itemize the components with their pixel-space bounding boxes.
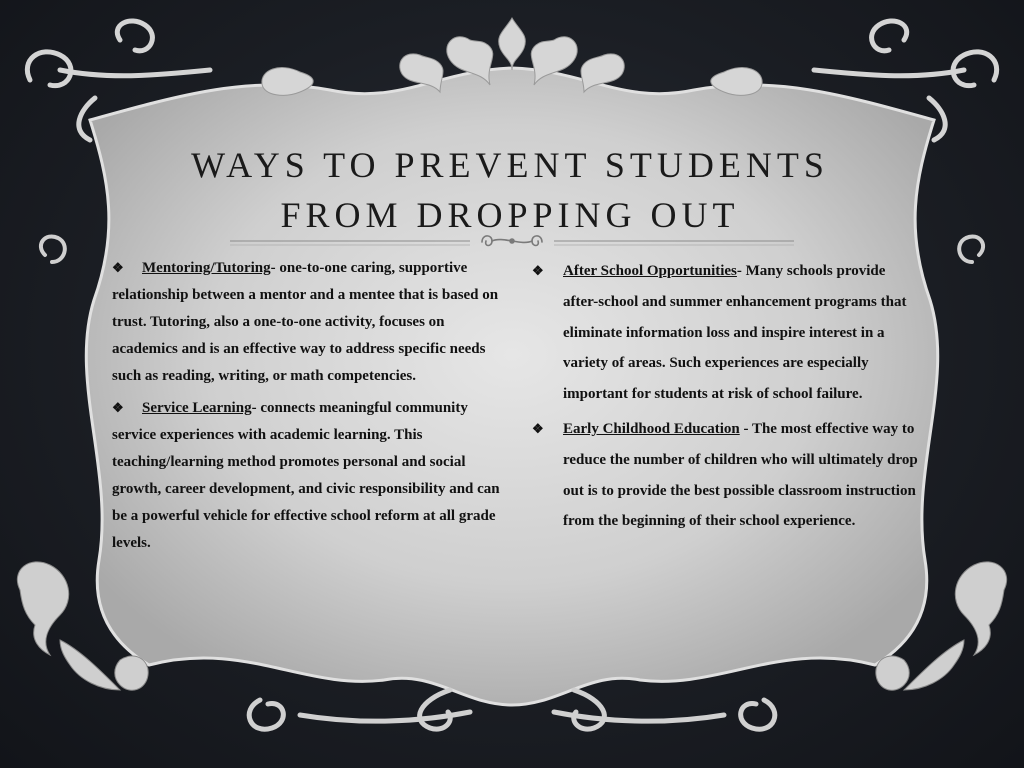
- item-text: - Many schools provide after-school and summer enhancement programs that eliminate information loss and inspire interest in a variety of areas. Such experiences are especially important for students at risk of school failure.: [563, 263, 907, 403]
- list-item: [532, 256, 924, 410]
- item-text: - connects meaningful community service experiences with academic learning. This teaching/learning method promotes personal and social growth, career development, and civic responsibility and can be a powerful vehicle for effective school reform at all grade levels.: [112, 400, 500, 551]
- slide-title: [110, 140, 910, 240]
- item-term: Early Childhood Education: [563, 420, 740, 437]
- item-text: - one-to-one caring, supportive relationship between a mentor and a mentee that is based on trust. Tutoring, also a one-to-one activity, focuses on academics and is an effective way to address specific needs such as reading, writing, or math competencies.: [112, 260, 499, 384]
- diamond-bullet-icon: ❖: [532, 420, 544, 436]
- left-column: [112, 254, 510, 561]
- item-text: - The most effective way to reduce the number of children who will ultimately drop out is to provide the best possible classroom instruction from the beginning of their school experience.: [563, 420, 918, 530]
- title-line-1: WAYS TO PREVENT STUDENTS: [191, 145, 829, 185]
- diamond-bullet-icon: ❖: [112, 260, 124, 275]
- diamond-bullet-icon: ❖: [532, 263, 544, 278]
- list-item: [112, 254, 510, 390]
- item-term: Service Learning: [142, 400, 252, 416]
- list-item: [532, 414, 924, 537]
- flourish-icon: [482, 236, 542, 246]
- list-item: [112, 394, 510, 557]
- title-divider: [230, 228, 794, 254]
- item-term: After School Opportunities: [563, 263, 737, 279]
- title-line-2: FROM DROPPING OUT: [280, 195, 740, 235]
- right-column: [532, 256, 924, 541]
- diamond-bullet-icon: ❖: [112, 400, 124, 415]
- item-term: Mentoring/Tutoring: [142, 260, 271, 276]
